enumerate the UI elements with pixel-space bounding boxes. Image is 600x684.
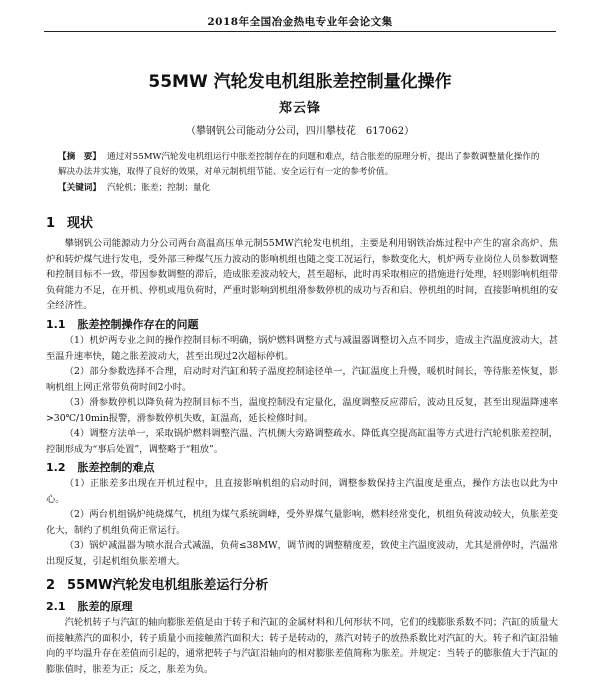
keywords	[58, 181, 548, 196]
section-title: 现状	[67, 216, 94, 231]
paragraph-problem-3: （3）滑参数停机以降负荷为控制目标不当，温度控制没有定量化，温度调整反应滞后，波动且反复，甚至出现温降速率>30℃/10min报警，滑参数停机失败，缸温高，延长检修时间。	[46, 397, 558, 424]
paragraph-difficulty-1: （1）正胀差多出现在开机过程中，且直接影响机组的启动时间，调整参数保持主汽温度是重点，操作方法也以此为中心。	[46, 478, 558, 505]
author-affiliation: （攀钢钒公司能动分公司，四川攀枝花 617062）	[185, 126, 415, 137]
abstract-label: 【摘 要】	[58, 152, 101, 162]
abstract-text: 通过对55MW汽轮发电机组运行中胀差控制存在的问题和难点，结合胀差的原理分析，提出了参数调整量化操作的解决办法并实施，取得了良好的效果，对单元制机组节能、安全运行有一定的参考价值。	[58, 152, 540, 177]
paragraph-difficulty-2: （2）两台机组锅炉纯烧煤气，机组为煤气系统调峰，受外界煤气量影响，燃料经常变化，机组负荷波动较大，负胀差变化大，制约了机组负荷正常运行。	[46, 509, 558, 536]
keywords-text: 汽轮机；胀差；控制；量化	[106, 183, 211, 193]
section-heading-1-1	[46, 316, 199, 332]
section-heading-1	[46, 212, 93, 231]
abstract	[58, 150, 548, 180]
section-title: 胀差控制的难点	[77, 461, 155, 474]
section-number: 1.1	[46, 318, 66, 331]
section-title: 胀差的原理	[77, 600, 133, 613]
paragraph-problem-4: （4）调整方法单一，采取锅炉燃料调整汽温、汽机侧大旁路调整疏水、降低真空提高缸温等方式进行汽轮机胀差控制，控制形成为“事后处置”，调整略于“粗放”。	[46, 428, 558, 455]
section-title: 胀差控制操作存在的问题	[77, 318, 199, 331]
paper-title: 55MW 汽轮发电机组胀差控制量化操作	[148, 72, 452, 92]
paragraph-principle: 汽轮机转子与汽缸的轴向膨胀差值是由于转子和汽缸的金属材料和几何形状不同，它们的线膨胀系数不同；汽缸的质量大而接触蒸汽的面积小，转子质量小而接触蒸汽面积大；转子是转动的，蒸汽对转子的放热系数比对汽缸的大。转子和汽缸沿轴向的平均温升存在差值而引起的，通常把转子与汽缸沿轴向的相对膨胀差值简称为胀差。并规定：当转子的膨胀值大于汽缸的膨胀值时，胀差为正；反之，胀差为负。	[46, 617, 558, 675]
section-title: 55MW汽轮发电机组胀差运行分析	[67, 578, 269, 593]
paragraph-difficulty-3: （3）锅炉减温器为喷水混合式减温，负荷≤38MW，调节阀的调整精度差，致使主汽温度波动，尤其是滑停时，汽温常出现反复，引起机组负胀差增大。	[46, 540, 558, 567]
keywords-label: 【关键词】	[58, 183, 101, 193]
section-heading-2-1	[46, 598, 133, 614]
section-heading-2	[46, 574, 268, 593]
section-number: 1	[46, 216, 56, 231]
author-name: 郑云锋	[278, 101, 321, 116]
header-rule	[44, 31, 556, 32]
section-number: 1.2	[46, 461, 66, 474]
paragraph-status: 攀钢钒公司能源动力分公司两台高温高压单元制55MW汽轮发电机组，主要是利用钢铁冶炼过程中产生的富余高炉、焦炉和转炉煤气进行发电，受外部三种煤气压力波动的影响机组也随之变工况运行，参数变化大，机炉两专业岗位人员参数调整和控制目标不一致，带因参数调整的滞后，造成胀差波动较大，甚至超标，此时再采取相应的措施进行处理，轻则影响机组带负荷能力不足，在开机、停机或甩负荷时，严重时影响到机组滑参数停机的成功与否和启、停机组的时间，直接影响机组的安全经济性。	[46, 238, 558, 311]
section-heading-1-2	[46, 459, 155, 475]
paragraph-problem-2: （2）部分参数选择不合理，启动时对汽缸和转子温度控制途径单一，汽缸温度上升慢，暖机时间长，等待胀差恢复，影响机组上网正常带负荷时间2小时。	[46, 366, 558, 393]
section-number: 2.1	[46, 600, 66, 613]
running-header: 2018年全国冶金热电专业年会论文集	[207, 16, 393, 28]
paragraph-problem-1: （1）机炉两专业之间的操作控制目标不明确，锅炉燃料调整方式与减温器调整切入点不同步，造成主汽温度波动大，甚至温升速率快，随之胀差波动大，甚至出现过2次超标停机。	[46, 335, 558, 362]
section-number: 2	[46, 578, 56, 593]
